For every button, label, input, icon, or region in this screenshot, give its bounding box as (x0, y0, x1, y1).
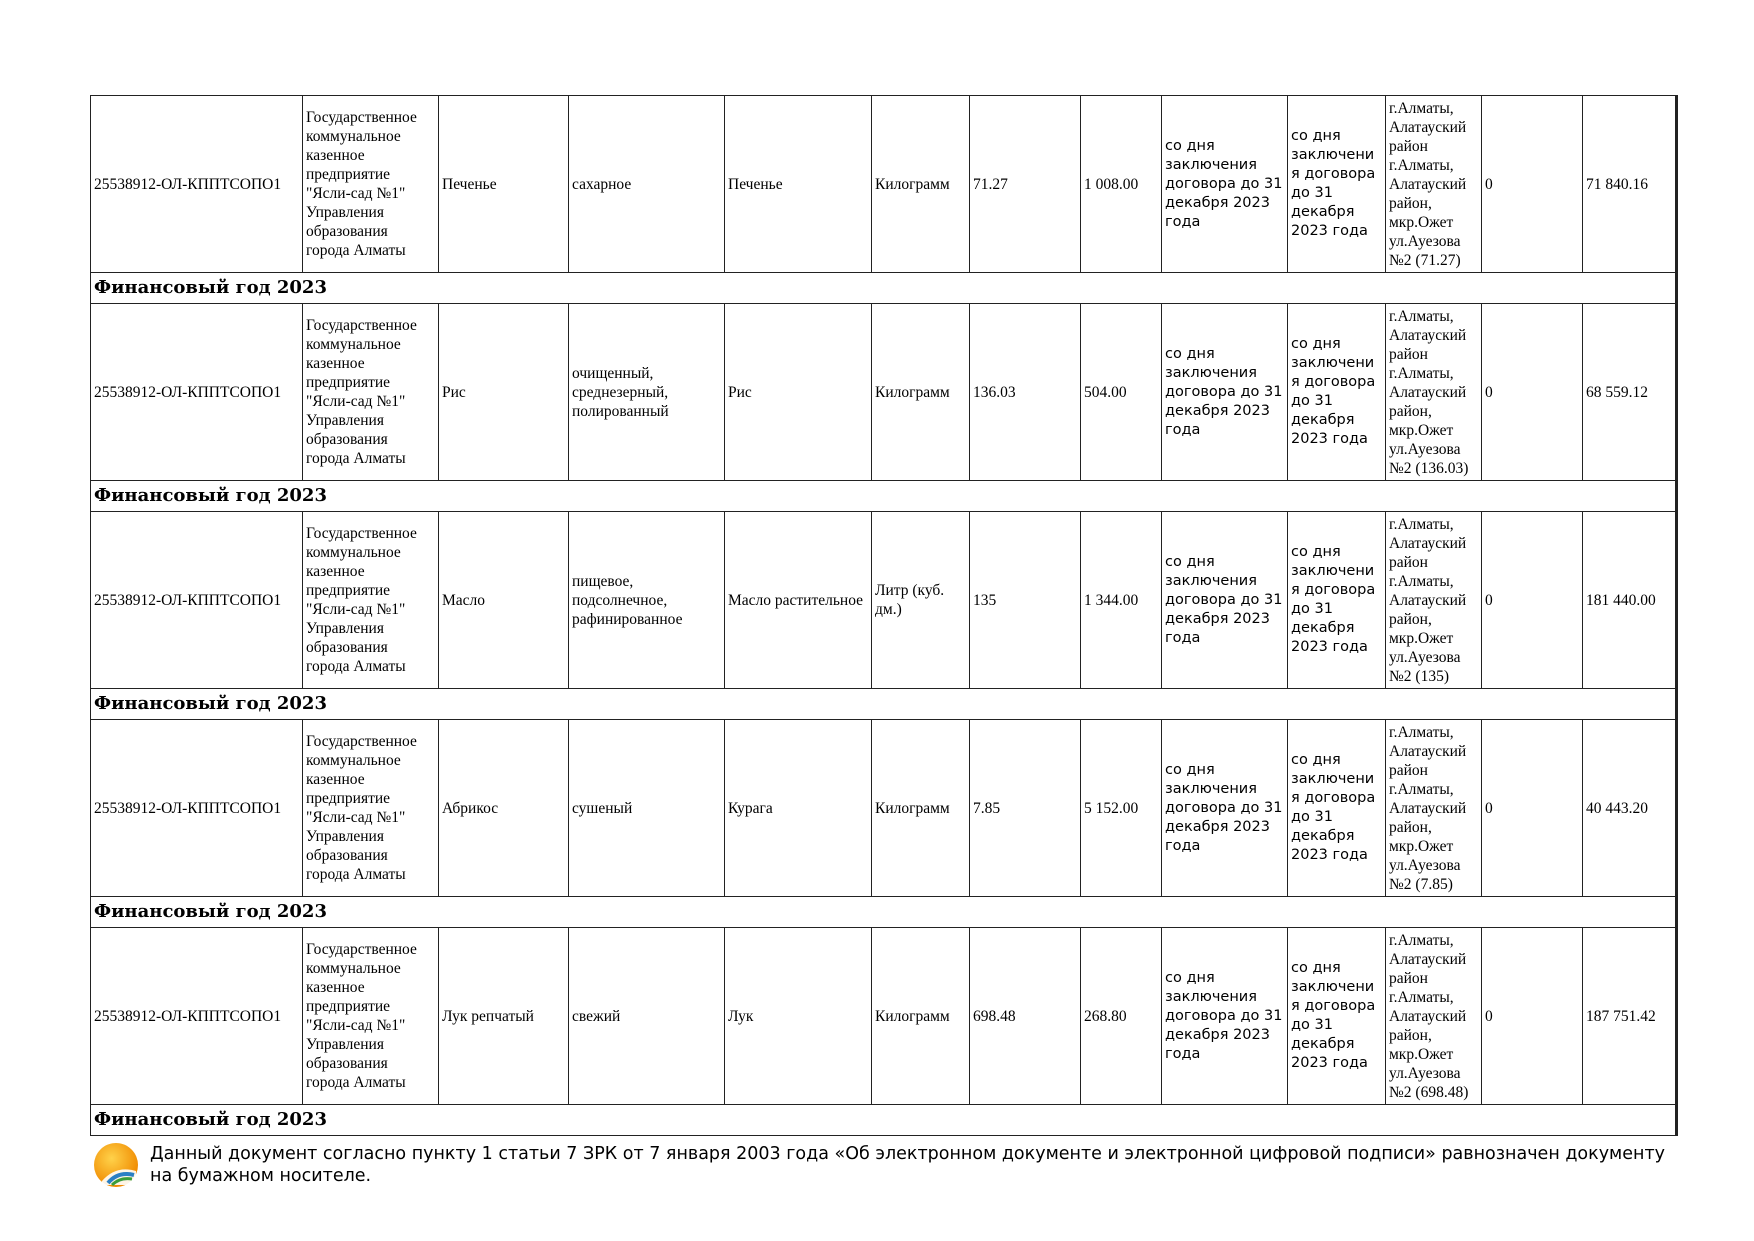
financial-year-label: Финансовый год 2023 (91, 689, 1677, 720)
delivery-term-cell: со дня заключения договора до 31 декабря 2023 года (1162, 304, 1288, 481)
sum-cell: 71 840.16 (1583, 96, 1677, 273)
financial-year-label: Финансовый год 2023 (91, 273, 1677, 304)
contract-id-cell: 25538912-ОЛ-КППТСОПО1 (91, 928, 303, 1105)
sum-cell: 68 559.12 (1583, 304, 1677, 481)
short-name-cell: Масло растительное (725, 512, 872, 689)
advance-cell: 0 (1482, 304, 1583, 481)
contract-id-cell: 25538912-ОЛ-КППТСОПО1 (91, 512, 303, 689)
procurement-table (90, 95, 1678, 1136)
delivery-place-cell: г.Алматы, Алатауский район г.Алматы, Алатауский район, мкр.Ожет ул.Ауезова №2 (71.27) (1386, 96, 1482, 273)
unit-cell: Килограмм (872, 720, 970, 897)
unit-cell: Килограмм (872, 928, 970, 1105)
item-name-cell: Рис (439, 304, 569, 481)
delivery-term-cell: со дня заключения договора до 31 декабря 2023 года (1162, 96, 1288, 273)
delivery-place-cell: г.Алматы, Алатауский район г.Алматы, Алатауский район, мкр.Ожет ул.Ауезова №2 (136.03) (1386, 304, 1482, 481)
short-name-cell: Лук (725, 928, 872, 1105)
table-row (91, 928, 1677, 1105)
characteristic-cell: сахарное (569, 96, 725, 273)
price-cell: 1 008.00 (1081, 96, 1162, 273)
customer-cell: Государственное коммунальное казенное предприятие "Ясли-сад №1" Управления образования города Алматы (303, 512, 439, 689)
advance-cell: 0 (1482, 512, 1583, 689)
financial-year-label: Финансовый год 2023 (91, 897, 1677, 928)
quantity-cell: 698.48 (970, 928, 1081, 1105)
table-row (91, 304, 1677, 481)
financial-year-row (91, 273, 1677, 304)
item-name-cell: Абрикос (439, 720, 569, 897)
financial-year-row (91, 897, 1677, 928)
delivery-place-cell: г.Алматы, Алатауский район г.Алматы, Алатауский район, мкр.Ожет ул.Ауезова №2 (7.85) (1386, 720, 1482, 897)
legal-notice: Данный документ согласно пункту 1 статьи 7 ЗРК от 7 января 2003 года «Об электронном документе и электронной цифровой подписи» равнозначен документу на бумажном носителе. (150, 1144, 1666, 1186)
quantity-cell: 71.27 (970, 96, 1081, 273)
table-row (91, 96, 1677, 273)
sum-cell: 40 443.20 (1583, 720, 1677, 897)
advance-cell: 0 (1482, 928, 1583, 1105)
contract-term-cell: со дня заключения договора до 31 декабря 2023 года (1288, 512, 1386, 689)
advance-cell: 0 (1482, 96, 1583, 273)
characteristic-cell: пищевое, подсолнечное, рафинированное (569, 512, 725, 689)
contract-term-cell: со дня заключения договора до 31 декабря 2023 года (1288, 720, 1386, 897)
contract-term-cell: со дня заключения договора до 31 декабря 2023 года (1288, 304, 1386, 481)
sum-cell: 187 751.42 (1583, 928, 1677, 1105)
table-body (91, 96, 1677, 1136)
short-name-cell: Курага (725, 720, 872, 897)
contract-term-cell: со дня заключения договора до 31 декабря 2023 года (1288, 96, 1386, 273)
contract-id-cell: 25538912-ОЛ-КППТСОПО1 (91, 720, 303, 897)
customer-cell: Государственное коммунальное казенное предприятие "Ясли-сад №1" Управления образования города Алматы (303, 720, 439, 897)
financial-year-row (91, 481, 1677, 512)
table-row (91, 512, 1677, 689)
advance-cell: 0 (1482, 720, 1583, 897)
financial-year-row (91, 1105, 1677, 1136)
price-cell: 5 152.00 (1081, 720, 1162, 897)
customer-cell: Государственное коммунальное казенное предприятие "Ясли-сад №1" Управления образования города Алматы (303, 96, 439, 273)
item-name-cell: Печенье (439, 96, 569, 273)
table-row (91, 720, 1677, 897)
unit-cell: Килограмм (872, 96, 970, 273)
financial-year-label: Финансовый год 2023 (91, 481, 1677, 512)
financial-year-label: Финансовый год 2023 (91, 1105, 1677, 1136)
customer-cell: Государственное коммунальное казенное предприятие "Ясли-сад №1" Управления образования города Алматы (303, 304, 439, 481)
short-name-cell: Рис (725, 304, 872, 481)
customer-cell: Государственное коммунальное казенное предприятие "Ясли-сад №1" Управления образования города Алматы (303, 928, 439, 1105)
delivery-term-cell: со дня заключения договора до 31 декабря 2023 года (1162, 928, 1288, 1105)
price-cell: 268.80 (1081, 928, 1162, 1105)
financial-year-row (91, 689, 1677, 720)
egov-seal-icon (92, 1141, 140, 1189)
unit-cell: Литр (куб. дм.) (872, 512, 970, 689)
unit-cell: Килограмм (872, 304, 970, 481)
quantity-cell: 136.03 (970, 304, 1081, 481)
delivery-term-cell: со дня заключения договора до 31 декабря 2023 года (1162, 720, 1288, 897)
contract-term-cell: со дня заключения договора до 31 декабря 2023 года (1288, 928, 1386, 1105)
sum-cell: 181 440.00 (1583, 512, 1677, 689)
characteristic-cell: очищенный, среднезерный, полированный (569, 304, 725, 481)
contract-id-cell: 25538912-ОЛ-КППТСОПО1 (91, 96, 303, 273)
characteristic-cell: сушеный (569, 720, 725, 897)
delivery-place-cell: г.Алматы, Алатауский район г.Алматы, Алатауский район, мкр.Ожет ул.Ауезова №2 (698.48) (1386, 928, 1482, 1105)
delivery-term-cell: со дня заключения договора до 31 декабря 2023 года (1162, 512, 1288, 689)
quantity-cell: 135 (970, 512, 1081, 689)
footer (92, 1135, 1682, 1195)
item-name-cell: Масло (439, 512, 569, 689)
characteristic-cell: свежий (569, 928, 725, 1105)
price-cell: 504.00 (1081, 304, 1162, 481)
price-cell: 1 344.00 (1081, 512, 1162, 689)
quantity-cell: 7.85 (970, 720, 1081, 897)
item-name-cell: Лук репчатый (439, 928, 569, 1105)
short-name-cell: Печенье (725, 96, 872, 273)
contract-id-cell: 25538912-ОЛ-КППТСОПО1 (91, 304, 303, 481)
delivery-place-cell: г.Алматы, Алатауский район г.Алматы, Алатауский район, мкр.Ожет ул.Ауезова №2 (135) (1386, 512, 1482, 689)
